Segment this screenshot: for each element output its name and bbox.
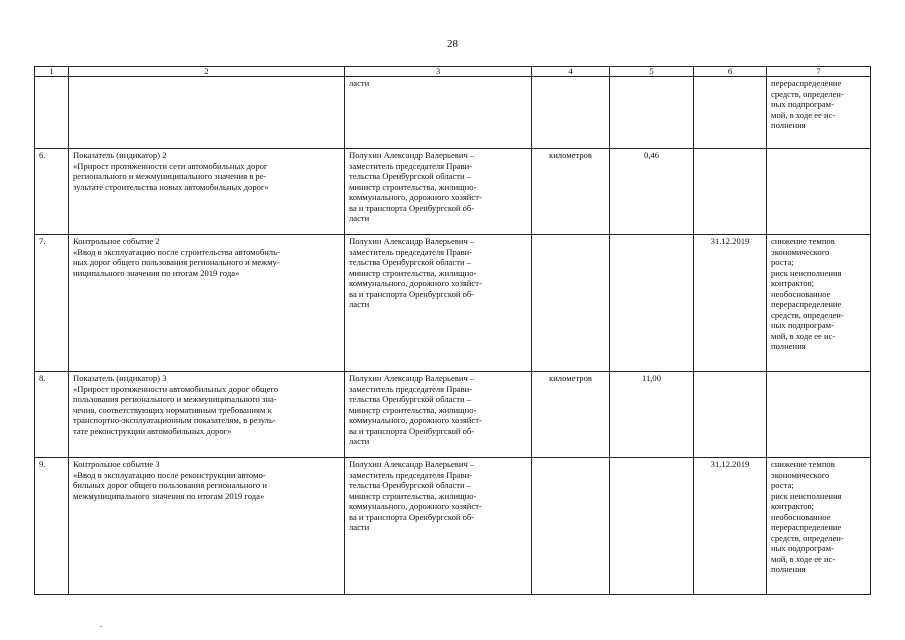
plan-table bbox=[34, 66, 871, 595]
responsible bbox=[345, 77, 532, 149]
col-header-7: 7 bbox=[767, 67, 871, 77]
row-number-text: 9. bbox=[39, 459, 46, 469]
table-row bbox=[35, 372, 871, 458]
col-header-4: 4 bbox=[532, 67, 610, 77]
risks-text: перераспределение средств, определен- ных подпрограм- мой, в ходе ее ис- полнения bbox=[771, 78, 844, 130]
col-header-1: 1 bbox=[35, 67, 69, 77]
unit bbox=[532, 372, 610, 458]
row-number bbox=[35, 372, 69, 458]
measure-name-text: Контрольное событие 3 «Ввод в эксплуатацию после реконструкции автомо- бильных дорог общего пользования регионального и межмуниципального значения по итогам 2019 года» bbox=[73, 459, 267, 501]
date-text: 31.12.2019 bbox=[710, 236, 750, 246]
measure-name-text: Показатель (индикатор) 2 «Прирост протяженности сети автомобильных дорог регионального и межмуниципального значения в ре- зультате строительства новых автомобильных дорог» bbox=[73, 150, 269, 192]
measure-name bbox=[69, 458, 345, 595]
col-header-6: 6 bbox=[694, 67, 767, 77]
col-header-5: 5 bbox=[610, 67, 694, 77]
row-number-text: 8. bbox=[39, 373, 46, 383]
measure-name-text: Контрольное событие 2 «Ввод в эксплуатацию после строительства автомобиль- ных дорог общего пользования регионального и межму- ниципального значения по итогам 2019 года» bbox=[73, 236, 280, 278]
responsible bbox=[345, 372, 532, 458]
header-row bbox=[35, 67, 871, 77]
responsible-text: Полухин Александр Валерьевич – заместитель председателя Прави- тельства Оренбургской области – министр строительства, жилищно- коммунального, дорожного хозяйст- ва и транспорта Оренбургской об- ласти bbox=[349, 236, 482, 309]
risks-text: снижение темпов экономического роста; риск неисполнения контрактов; необоснованное перераспределение средств, определен- ных подпрограм- мой, в ходе ее ис- полнения bbox=[771, 236, 844, 351]
col-header-2: 2 bbox=[69, 67, 345, 77]
value bbox=[610, 149, 694, 235]
table-row bbox=[35, 235, 871, 372]
responsible-text: Полухин Александр Валерьевич – заместитель председателя Прави- тельства Оренбургской области – министр строительства, жилищно- коммунального, дорожного хозяйст- ва и транспорта Оренбургской об- ласти bbox=[349, 373, 482, 446]
row-number bbox=[35, 458, 69, 595]
responsible bbox=[345, 235, 532, 372]
risks bbox=[767, 149, 871, 235]
unit bbox=[532, 149, 610, 235]
value-text: 11,00 bbox=[641, 373, 662, 383]
scan-speck bbox=[100, 626, 102, 627]
date bbox=[694, 458, 767, 595]
responsible-text: Полухин Александр Валерьевич – заместитель председателя Прави- тельства Оренбургской области – министр строительства, жилищно- коммунального, дорожного хозяйст- ва и транспорта Оренбургской об- ласти bbox=[349, 150, 482, 223]
date bbox=[694, 235, 767, 372]
unit-text: километров bbox=[549, 373, 592, 383]
value bbox=[610, 77, 694, 149]
measure-name-text: Показатель (индикатор) 3 «Прирост протяженности автомобильных дорог общего пользования регионального и межмуниципального зна- чения, соответствующих нормативным требованиям к транспортно-эксплуатационным показателям, в резуль- тате реконструкции автомобильных дорог» bbox=[73, 373, 279, 436]
value bbox=[610, 458, 694, 595]
risks bbox=[767, 458, 871, 595]
value-text: 0,46 bbox=[643, 150, 660, 160]
row-number bbox=[35, 235, 69, 372]
value bbox=[610, 235, 694, 372]
measure-name bbox=[69, 77, 345, 149]
row-number-text: 7. bbox=[39, 236, 46, 246]
measure-name bbox=[69, 235, 345, 372]
responsible bbox=[345, 458, 532, 595]
row-number-text: 6. bbox=[39, 150, 46, 160]
col-header-3: 3 bbox=[345, 67, 532, 77]
date bbox=[694, 77, 767, 149]
unit bbox=[532, 77, 610, 149]
table-row bbox=[35, 149, 871, 235]
unit-text: километров bbox=[549, 150, 592, 160]
date bbox=[694, 372, 767, 458]
unit bbox=[532, 458, 610, 595]
risks-text: снижение темпов экономического роста; риск неисполнения контрактов; необоснованное перераспределение средств, определен- ных подпрограм- мой, в ходе ее ис- полнения bbox=[771, 459, 844, 574]
page-number: 28 bbox=[447, 38, 458, 50]
date-text: 31.12.2019 bbox=[710, 459, 750, 469]
responsible-text: Полухин Александр Валерьевич – заместитель председателя Прави- тельства Оренбургской области – министр строительства, жилищно- коммунального, дорожного хозяйст- ва и транспорта Оренбургской об- ласти bbox=[349, 459, 482, 532]
responsible bbox=[345, 149, 532, 235]
risks bbox=[767, 77, 871, 149]
measure-name bbox=[69, 372, 345, 458]
risks bbox=[767, 372, 871, 458]
measure-name bbox=[69, 149, 345, 235]
risks bbox=[767, 235, 871, 372]
unit bbox=[532, 235, 610, 372]
table-row bbox=[35, 458, 871, 595]
row-number bbox=[35, 77, 69, 149]
date bbox=[694, 149, 767, 235]
responsible-text: ласти bbox=[349, 78, 370, 88]
row-number bbox=[35, 149, 69, 235]
value bbox=[610, 372, 694, 458]
table-row bbox=[35, 77, 871, 149]
